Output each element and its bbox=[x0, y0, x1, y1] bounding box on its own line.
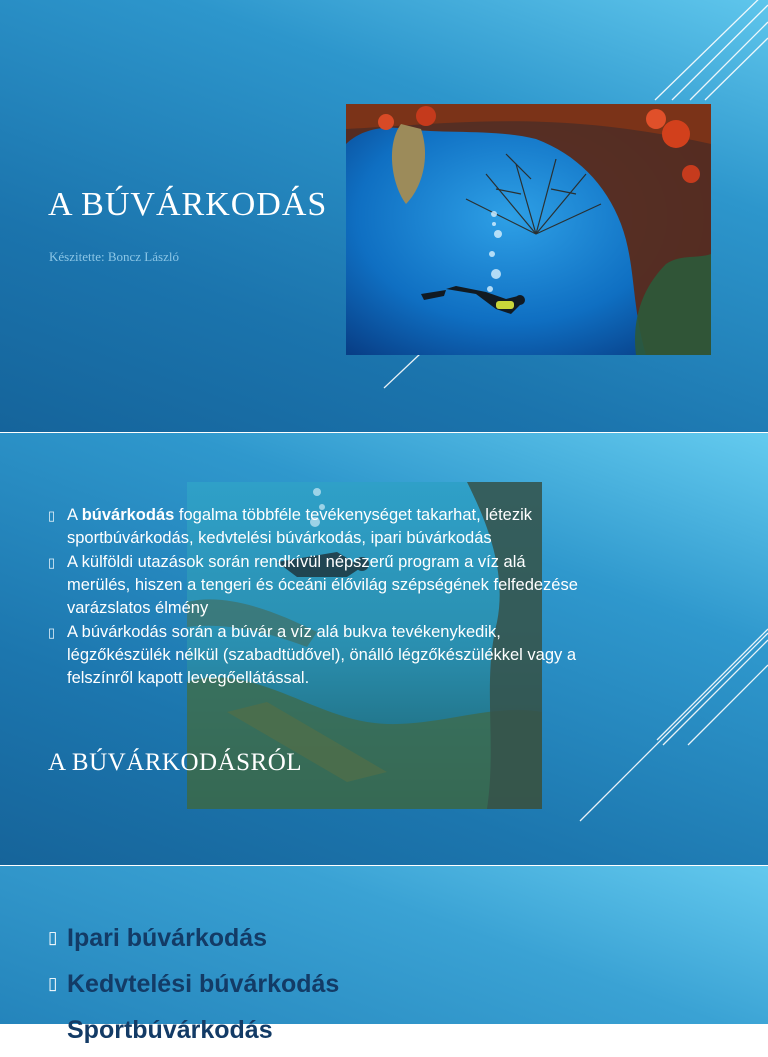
list-item: ▯ Kedvtelési búvárkodás bbox=[48, 965, 339, 1011]
about-bullet-list bbox=[48, 504, 578, 691]
slide-title bbox=[0, 0, 768, 432]
list-item: ▯ Sportbúvárkodás bbox=[48, 1011, 339, 1057]
types-bullet-list bbox=[48, 919, 339, 1057]
list-item: ▯ Ipari búvárkodás bbox=[48, 919, 339, 965]
list-item: ▯ A külföldi utazások során rendkívül népszerű program a víz alá merülés, hiszen a tengeri és óceáni élővilág szépségének felfedezése varázslatos élmény bbox=[48, 553, 578, 617]
page-title: A BÚVÁRKODÁS bbox=[48, 186, 328, 223]
arrow-bullet-icon: ▯ bbox=[48, 508, 56, 523]
author-subtitle: Készitette: Boncz László bbox=[49, 249, 179, 264]
slide-types bbox=[0, 866, 768, 1044]
arrow-bullet-icon: ▯ bbox=[48, 625, 56, 640]
arrow-bullet-icon: ▯ bbox=[48, 555, 56, 570]
arrow-bullet-icon: ▯ bbox=[48, 974, 58, 993]
arrow-bullet-icon: ▯ bbox=[48, 1020, 58, 1039]
section-title: A BÚVÁRKODÁSRÓL bbox=[48, 749, 303, 776]
arrow-bullet-icon: ▯ bbox=[48, 928, 58, 947]
slide-about bbox=[0, 433, 768, 865]
list-item: ▯ A búvárkodás során a búvár a víz alá bukva tevékenykedik, légzőkészülék nélkül (szabadtüdővel), önálló légzőkészülékkel vagy a felszínről kapott levegőellátással. bbox=[48, 623, 577, 687]
list-item: ▯ A búvárkodás fogalma többféle tevékenységet takarhat, létezik sportbúvárkodás, kedvtelési búvárkodás, ipari búvárkodás bbox=[48, 506, 533, 547]
diver-reef-photo bbox=[346, 104, 711, 355]
